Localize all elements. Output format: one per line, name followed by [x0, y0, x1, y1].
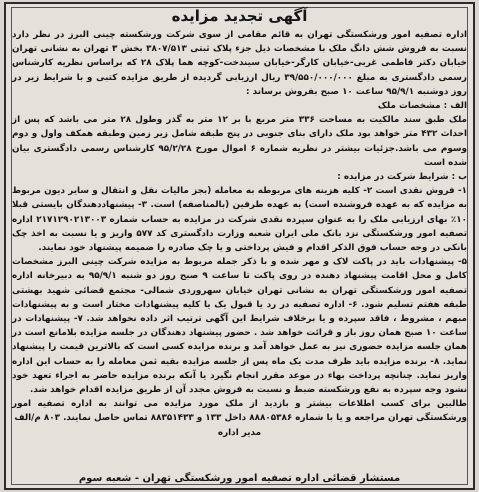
- manager-label: مدیر اداره: [217, 427, 262, 438]
- signature-line: مستشار قضائی اداره تصفیه امور ورشکستگی تهران - شعبه سوم: [78, 473, 401, 484]
- contact-info: طالبین برای کسب اطلاعات بیشتر و بازدید از ملک مورد مزایده می توانند به اداره تصفیه امور ورشکستگی تهران مراجعه و یا با شماره ۸۸۸۰۵۳۸۶ داخل ۱۳۳ و ۸۸۳۵۱۴۳۳ تماس حاصل نمایند. ۸۰۳ م/الف: [12, 399, 467, 424]
- section-b-heading: ب : شرایط شرکت در مزایده :: [337, 172, 467, 183]
- auction-notice: [4, 2, 475, 490]
- property-description: ملک طبق سند مالکیت به مساحت ۳۳۶ متر مربع با بر ۱۲ متر به گذر وطول ۲۸ متر می باشد که پس از احداث ۴۳۲ متر خواهد بود ملک دارای بنای جنوبی در پنج طبقه شامل زیر زمین وطبقه همکف واول و دوم وسوم می باشد.جزئیات بیشتر در نظریه شماره ۶ اموال مورخ ۹۵/۲/۲۸ کارشناس رسمی دادگستری بیان شده است: [12, 115, 467, 168]
- conditions-part-1: ۱- فروش نقدی است ۲- کلیه هزینه های مربوطه به معامله (بجز مالیات نقل و انتقال و سایر دیون مربوط به مزایده که به عهده فروشنده است) به عهده طرفین (بالمناصفه) است. ۳- پیشنهاددهندگان بایستی قبلا ۱۰٪ بهای ارزیابی ملک را به عنوان سپرده نقدی شرکت در مزایده به حساب شماره ۲۱۷۱۲۹۰۲۱۳۰۰۳ اداره تصفیه امور ورشکستگی نزد بانک ملی ایران شعبه وزارت دادگستری کد ۵۷۷ واریز و یا نسبت به اخذ چک بانکی در وجه حساب فوق الذکر اقدام و فیش پرداختی و یا چک صادره را ضمیمه پیشنهاد خود نمایند.: [12, 186, 468, 254]
- intro-paragraph: اداره تصفیه امور ورشکستگی تهران به قائم مقامی از سوی شرکت ورشکسته چینی البرز در نظر دارد نسبت به فروش شش دانگ ملک با مشخصات ذیل جزء پلاک ثبتی ۳۸۰۷/۵۱۳ بخش ۳ تهران به نشانی تهران خیابان دکتر فاطمی غربی-خیابان کارگر-خیابان سیندخت-کوچه هما پلاک ۲۸ که براساس نظریه کارشناس رسمی دادگستری به مبلغ ۳۹/۵۵۰/۰۰۰/۰۰۰ ریال ارزیابی گردیده از طریق مزایده کتبی و با شرایط زیر در روز دوشنبه ۹۵/۹/۱ ساعت ۱۰ صبح بفروش برساند :: [12, 30, 468, 97]
- section-a-heading: الف : مشخصات ملک: [377, 101, 467, 112]
- notice-body: [12, 28, 467, 440]
- notice-title: آگهی تجدید مزایده: [171, 7, 308, 25]
- conditions-part-2: ۵- پیشنهادات باید در پاکت لاک و مهر شده و با ذکر جمله مربوط به مزایده شرکت چینی البرز مشخصات کامل و محل اقامت پیشنهاد دهنده در روی پاکت تا ساعت ۹ صبح روز دو شنبه ۹۵/۹/۱ به دبیرخانه اداره تصفیه امور ورشکستگی تهران به نشانی تهران خیابان سهروردی شمالی- مجتمع قضائی شهید بهشتی طبقه هفتم تسلیم شود. ۶- اداره تصفیه در رد یا قبول یک یا کلیه پیشنهادات مختار است و به پیشنهادات مبهم ، مشروط ، فاقد سپرده و یا برخلاف شرایط این آگهی ترتیب اثر داده نخواهد شد. ۷- پیشنهادات در ساعت ۱۰ صبح همان روز باز و قرائت خواهد شد . حضور پیشنهاد دهندگان در جلسه مزایده بلامانع است در همان جلسه مزایده حضوری نیز به عمل خواهد آمد و برنده مزایده کسی است که بالاترین قیمت را پیشنهاد نماید. ۸- برنده مزایده باید ظرف مدت یک ماه پس از جلسه مزایده بقیه ثمن معامله را به حساب این اداره واریز نماید. چنانچه پرداخت بهاء در موعد مقرر انجام نگیرد یا آنکه برنده مزایده حاضر به اجراء تعهد خود نشود وجه سپرده به نفع ورشکسته ضبط و نسبت به فروش مجدد آن از طریق مزایده اقدام خواهد شد.: [12, 257, 467, 396]
